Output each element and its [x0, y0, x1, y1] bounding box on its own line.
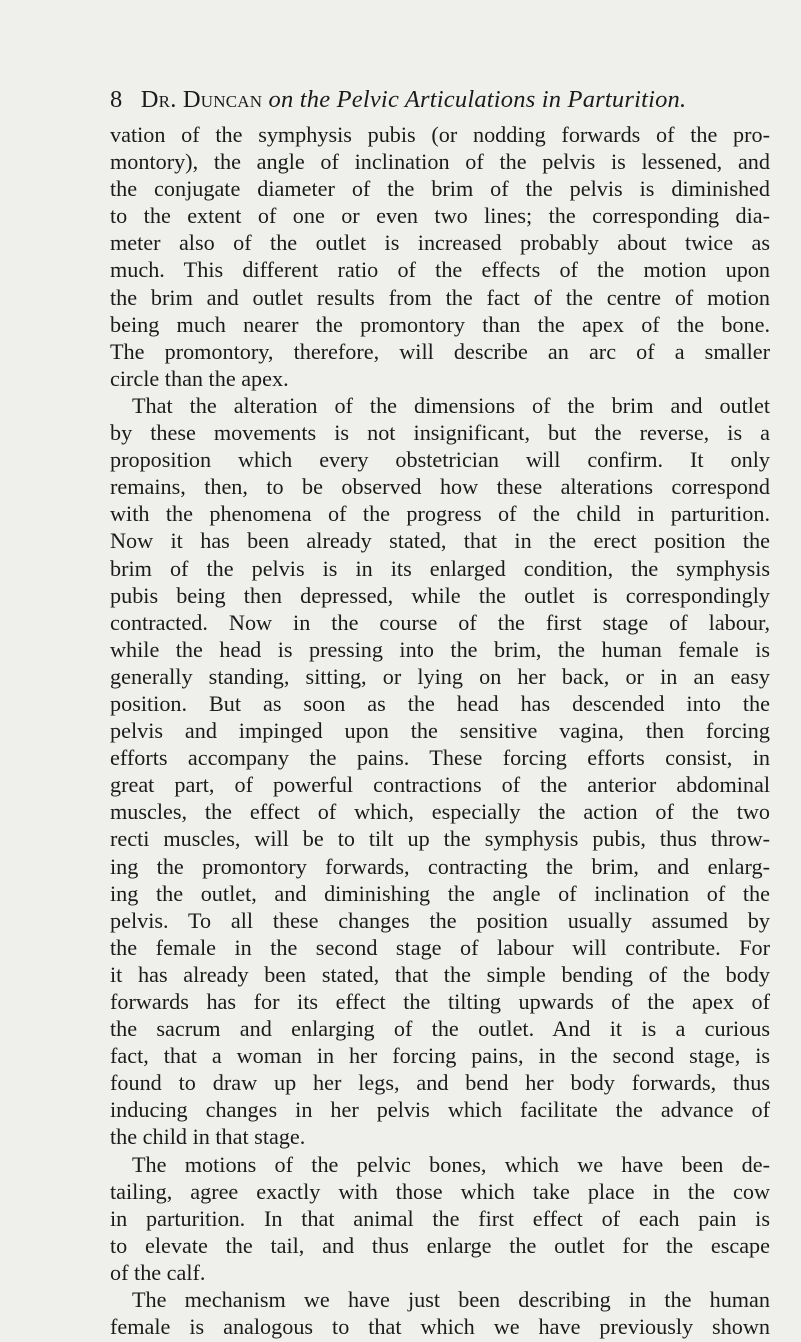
text-line: found to draw up her legs, and bend her body forwards, thus: [110, 1070, 770, 1096]
text-line: female is analogous to that which we have previously shown: [110, 1314, 770, 1340]
running-head: [110, 86, 770, 114]
text-line: efforts accompany the pains. These forcing efforts consist, in: [110, 745, 770, 771]
text-line: generally standing, sitting, or lying on her back, or in an easy: [110, 663, 770, 689]
text-line: proposition which every obstetrician will confirm. It only: [110, 447, 770, 473]
text-line: to the extent of one or even two lines; the corresponding dia-: [110, 203, 770, 229]
text-line: the sacrum and enlarging of the outlet. And it is a curious: [110, 1016, 770, 1042]
text-line: vation of the symphysis pubis (or nodding forwards of the pro-: [110, 122, 770, 147]
text-line: of the calf.: [110, 1259, 206, 1285]
text-line: it has already been stated, that the simple bending of the body: [110, 961, 770, 987]
text-line: contracted. Now in the course of the first stage of labour,: [110, 609, 770, 635]
text-line: forwards has for its effect the tilting upwards of the apex of: [110, 989, 770, 1014]
text-line: with the phenomena of the progress of the child in parturition.: [110, 501, 770, 527]
text-line: tailing, agree exactly with those which take place in the cow: [110, 1178, 770, 1204]
text-line: the child in that stage.: [110, 1124, 306, 1150]
text-line: to elevate the tail, and thus enlarge the outlet for the escape: [110, 1232, 770, 1258]
text-line: ing the outlet, and diminishing the angle of inclination of the: [110, 880, 770, 906]
text-line: the conjugate diameter of the brim of the pelvis is diminished: [110, 176, 770, 202]
text-line: great part, of powerful contractions of the anterior abdominal: [110, 772, 770, 798]
text-line: the brim and outlet results from the fact of the centre of motion: [110, 284, 770, 310]
text-line: inducing changes in her pelvis which facilitate the advance of: [110, 1097, 770, 1123]
text-line: much. This different ratio of the effects of the motion upon: [110, 257, 770, 283]
text-line: pelvis and impinged upon the sensitive vagina, then forcing: [110, 718, 770, 744]
text-line: Now it has been already stated, that in the erect position the: [110, 528, 770, 554]
text-line: the female in the second stage of labour will contribute. For: [110, 934, 770, 960]
text-line: in parturition. In that animal the first effect of each pain is: [110, 1205, 770, 1231]
text-line: That the alteration of the dimensions of the brim and outlet: [132, 392, 770, 418]
running-head-author: Dr. Duncan: [140, 86, 263, 113]
text-line: montory), the angle of inclination of the pelvis is lessened, and: [110, 149, 770, 175]
running-head-title: on the Pelvic Articulations in Parturition.: [268, 86, 687, 113]
text-line: fact, that a woman in her forcing pains, in the second stage, is: [110, 1043, 770, 1069]
text-line: while the head is pressing into the brim, the human female is: [110, 636, 770, 662]
text-line: The motions of the pelvic bones, which we have been de-: [132, 1151, 770, 1177]
text-line: position. But as soon as the head has descended into the: [110, 690, 770, 716]
page-number: 8: [110, 86, 123, 113]
body-text: [110, 121, 770, 1340]
text-line: muscles, the effect of which, especially the action of the two: [110, 799, 770, 825]
text-line: The mechanism we have just been describing in the human: [132, 1287, 770, 1313]
text-line: meter also of the outlet is increased probably about twice as: [110, 230, 770, 256]
text-line: circle than the apex.: [110, 365, 289, 391]
text-line: by these movements is not insignificant, but the reverse, is a: [110, 420, 770, 446]
text-line: ing the promontory forwards, contracting the brim, and enlarg-: [110, 853, 770, 879]
text-line: pubis being then depressed, while the outlet is correspondingly: [110, 582, 770, 608]
text-line: being much nearer the promontory than the apex of the bone.: [110, 311, 770, 337]
text-line: The promontory, therefore, will describe an arc of a smaller: [110, 338, 770, 364]
text-line: recti muscles, will be to tilt up the symphysis pubis, thus throw-: [110, 826, 770, 852]
text-line: brim of the pelvis is in its enlarged condition, the symphysis: [110, 555, 770, 581]
text-line: pelvis. To all these changes the position usually assumed by: [110, 907, 770, 933]
text-line: remains, then, to be observed how these alterations correspond: [110, 474, 770, 500]
